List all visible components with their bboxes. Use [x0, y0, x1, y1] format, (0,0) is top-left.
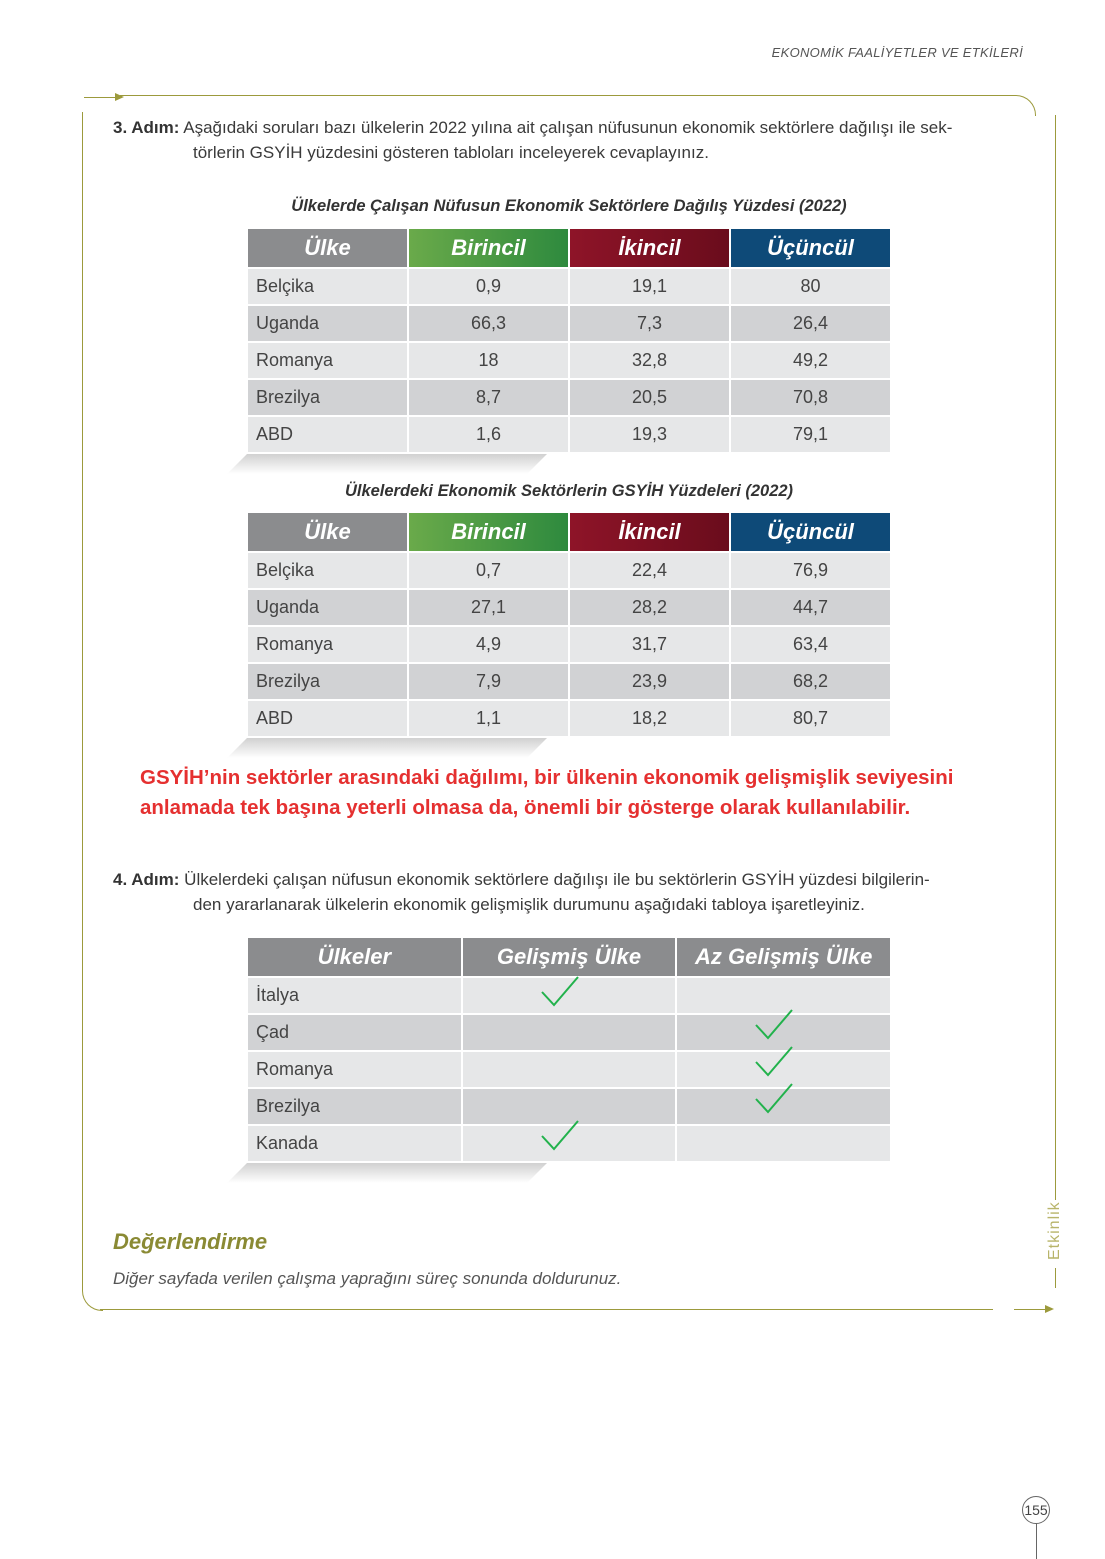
table1-title: Ülkelerde Çalışan Nüfusun Ekonomik Sektörlere Dağılış Yüzdesi (2022) [291, 197, 847, 215]
value-cell: 7,3 [569, 305, 730, 342]
developed-cell[interactable] [462, 1125, 677, 1162]
table-row [247, 626, 891, 663]
table-row [247, 342, 891, 379]
column-header: Ülke [247, 512, 408, 552]
table-row [247, 1125, 891, 1162]
chapter-header: EKONOMİK FAALİYETLER VE ETKİLERİ [771, 45, 1023, 60]
value-cell: 27,1 [408, 589, 569, 626]
table-row [247, 268, 891, 305]
less-developed-cell[interactable] [676, 1125, 891, 1162]
less-developed-cell[interactable] [676, 1088, 891, 1125]
value-cell: 8,7 [408, 379, 569, 416]
highlight-note [140, 763, 1040, 823]
value-cell: 1,6 [408, 416, 569, 453]
country-cell: Uganda [247, 589, 408, 626]
table-header-row [247, 937, 891, 977]
column-header: Üçüncül [730, 512, 891, 552]
checkmark-icon [753, 1081, 795, 1117]
column-header: Birincil [408, 512, 569, 552]
country-cell: ABD [247, 700, 408, 737]
developed-cell[interactable] [462, 1014, 677, 1051]
column-header: Birincil [408, 228, 569, 268]
gdp-table [246, 511, 892, 738]
country-cell: İtalya [247, 977, 462, 1014]
frame-border-bottom [100, 1309, 993, 1310]
value-cell: 20,5 [569, 379, 730, 416]
country-cell: Belçika [247, 268, 408, 305]
country-cell: ABD [247, 416, 408, 453]
step3-instructions [113, 115, 1028, 165]
column-header: Ülkeler [247, 937, 462, 977]
country-cell: Brezilya [247, 663, 408, 700]
value-cell: 0,9 [408, 268, 569, 305]
frame-arrow-top [84, 97, 122, 98]
developed-cell[interactable] [462, 977, 677, 1014]
table3-shadow [227, 1161, 549, 1183]
country-cell: Belçika [247, 552, 408, 589]
value-cell: 22,4 [569, 552, 730, 589]
value-cell: 76,9 [730, 552, 891, 589]
value-cell: 26,4 [730, 305, 891, 342]
value-cell: 23,9 [569, 663, 730, 700]
value-cell: 0,7 [408, 552, 569, 589]
frame-border-right [1055, 115, 1056, 1200]
table2-title: Ülkelerdeki Ekonomik Sektörlerin GSYİH Yüzdeleri (2022) [344, 482, 794, 500]
value-cell: 1,1 [408, 700, 569, 737]
country-cell: Romanya [247, 342, 408, 379]
column-header: İkincil [569, 228, 730, 268]
table-header-row [247, 512, 891, 552]
value-cell: 4,9 [408, 626, 569, 663]
development-table [246, 936, 892, 1163]
value-cell: 31,7 [569, 626, 730, 663]
frame-border-right-lower [1055, 1268, 1056, 1288]
checkmark-icon [539, 1118, 581, 1154]
value-cell: 19,1 [569, 268, 730, 305]
value-cell: 79,1 [730, 416, 891, 453]
step3-text-line2: törlerin GSYİH yüzdesini gösteren tabloları inceleyerek cevaplayınız. [193, 143, 709, 162]
value-cell: 19,3 [569, 416, 730, 453]
value-cell: 63,4 [730, 626, 891, 663]
table-row [247, 589, 891, 626]
value-cell: 66,3 [408, 305, 569, 342]
evaluation-text: Diğer sayfada verilen çalışma yaprağını süreç sonunda doldurunuz. [113, 1269, 622, 1288]
frame-border-top [120, 95, 1036, 116]
value-cell: 18,2 [569, 700, 730, 737]
value-cell: 80,7 [730, 700, 891, 737]
note-line2: anlamada tek başına yeterli olmasa da, önemli bir gösterge olarak kullanılabilir. [140, 796, 911, 819]
frame-border-left [82, 112, 103, 1311]
value-cell: 49,2 [730, 342, 891, 379]
value-cell: 68,2 [730, 663, 891, 700]
country-cell: Romanya [247, 1051, 462, 1088]
value-cell: 44,7 [730, 589, 891, 626]
table-row [247, 552, 891, 589]
checkmark-icon [753, 1044, 795, 1080]
checkmark-icon [753, 1007, 795, 1043]
country-cell: Kanada [247, 1125, 462, 1162]
value-cell: 18 [408, 342, 569, 379]
step4-instructions [113, 867, 1028, 917]
value-cell: 80 [730, 268, 891, 305]
column-header: Gelişmiş Ülke [462, 937, 677, 977]
table-header-row [247, 228, 891, 268]
step4-text-line1: Ülkelerdeki çalışan nüfusun ekonomik sektörlere dağılışı ile bu sektörlerin GSYİH yüzdesi bilgilerin- [184, 870, 930, 889]
column-header: Ülke [247, 228, 408, 268]
step3-text-line1: Aşağıdaki soruları bazı ülkelerin 2022 yılına ait çalışan nüfusunun ekonomik sektörlere dağılışı ile sek- [183, 118, 953, 137]
step3-label: 3. Adım: [113, 118, 180, 137]
country-cell: Brezilya [247, 1088, 462, 1125]
page-number-line [1036, 1523, 1037, 1559]
evaluation-title: Değerlendirme [113, 1229, 268, 1254]
value-cell: 7,9 [408, 663, 569, 700]
table-row [247, 305, 891, 342]
column-header: İkincil [569, 512, 730, 552]
page-number: 155 [1022, 1496, 1050, 1524]
value-cell: 70,8 [730, 379, 891, 416]
table-row [247, 663, 891, 700]
country-cell: Çad [247, 1014, 462, 1051]
developed-cell[interactable] [462, 1051, 677, 1088]
country-cell: Romanya [247, 626, 408, 663]
checkmark-icon [539, 974, 581, 1010]
table-row [247, 700, 891, 737]
side-label: Etkinlik [1046, 1201, 1063, 1260]
employment-table [246, 227, 892, 454]
value-cell: 32,8 [569, 342, 730, 379]
table-row [247, 379, 891, 416]
table2-shadow [227, 736, 549, 758]
country-cell: Brezilya [247, 379, 408, 416]
note-line1: GSYİH’nin sektörler arasındaki dağılımı, bir ülkenin ekonomik gelişmişlik seviyesini [140, 766, 954, 789]
column-header: Az Gelişmiş Ülke [676, 937, 891, 977]
country-cell: Uganda [247, 305, 408, 342]
frame-arrow-bottom [1014, 1309, 1052, 1310]
column-header: Üçüncül [730, 228, 891, 268]
table-row [247, 416, 891, 453]
step4-text-line2: den yararlanarak ülkelerin ekonomik gelişmişlik durumunu aşağıdaki tabloya işaretleyiniz. [193, 895, 865, 914]
step4-label: 4. Adım: [113, 870, 180, 889]
table1-shadow [227, 452, 549, 474]
value-cell: 28,2 [569, 589, 730, 626]
